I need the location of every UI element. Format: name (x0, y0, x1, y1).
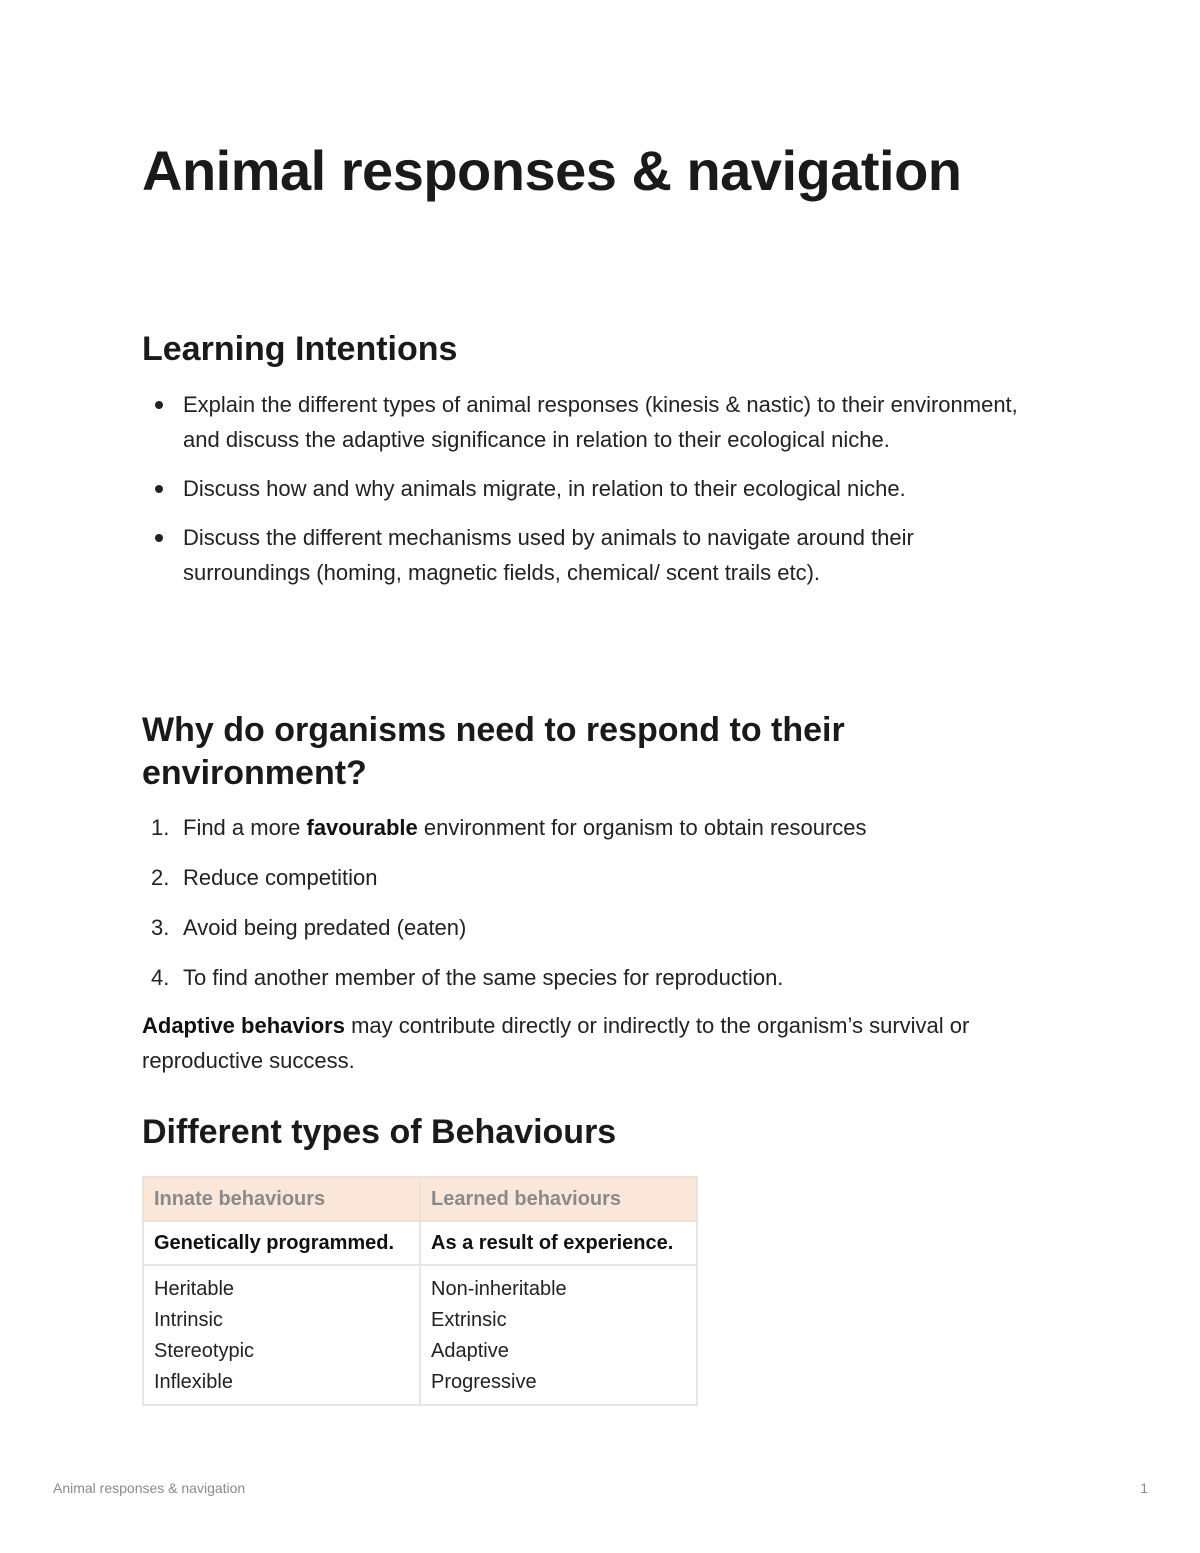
trait-item: Stereotypic (154, 1340, 255, 1362)
reasons-list (142, 810, 1042, 1010)
list-item: 1. Find a more favourable environment for organism to obtain resources (151, 815, 867, 840)
why-respond-heading: Why do organisms need to respond to their environment? (142, 711, 845, 792)
table-row (143, 1221, 697, 1265)
learning-intentions-heading: Learning Intentions (142, 330, 458, 368)
list-item: 4. To find another member of the same species for reproduction. (151, 965, 784, 990)
table-header-row (143, 1177, 697, 1221)
adaptive-behaviors-paragraph: Adaptive behaviors may contribute directly or indirectly to the organism’s survival or reproductive success. (142, 1013, 970, 1073)
column-header-learned: Learned behaviours (420, 1177, 697, 1221)
footer-page-number: 1 (1140, 1480, 1148, 1496)
trait-item: Progressive (431, 1371, 537, 1393)
trait-item: Inflexible (154, 1371, 233, 1393)
trait-item: Non-inheritable (431, 1278, 567, 1300)
trait-item: Intrinsic (154, 1309, 223, 1331)
trait-item: Heritable (154, 1278, 235, 1300)
learned-definition: As a result of experience. (420, 1221, 697, 1265)
page-title: Animal responses & navigation (142, 139, 962, 202)
bullet-icon (155, 534, 163, 542)
learning-intentions-list (142, 387, 1042, 604)
list-item: Discuss how and why animals migrate, in relation to their ecological niche. (142, 471, 1042, 506)
list-item: Explain the different types of animal responses (kinesis & nastic) to their environment, and discuss the adaptive significance in relation to their ecological niche. (142, 387, 1042, 457)
bullet-icon (155, 401, 163, 409)
list-item: 3. Avoid being predated (eaten) (151, 915, 467, 940)
trait-item: Extrinsic (431, 1309, 507, 1331)
bullet-icon (155, 485, 163, 493)
footer-doc-title: Animal responses & navigation (53, 1480, 246, 1496)
list-item: 2. Reduce competition (151, 865, 378, 890)
behaviours-table (142, 1176, 698, 1406)
behaviour-types-heading: Different types of Behaviours (142, 1113, 617, 1151)
trait-item: Adaptive (431, 1340, 509, 1362)
list-item: Discuss the different mechanisms used by animals to navigate around their surroundings (homing, magnetic fields, chemical/ scent trails etc). (142, 520, 1042, 590)
innate-definition: Genetically programmed. (143, 1221, 420, 1265)
column-header-innate: Innate behaviours (143, 1177, 420, 1221)
learned-traits (420, 1265, 697, 1405)
table-row (143, 1265, 697, 1405)
innate-traits (143, 1265, 420, 1405)
